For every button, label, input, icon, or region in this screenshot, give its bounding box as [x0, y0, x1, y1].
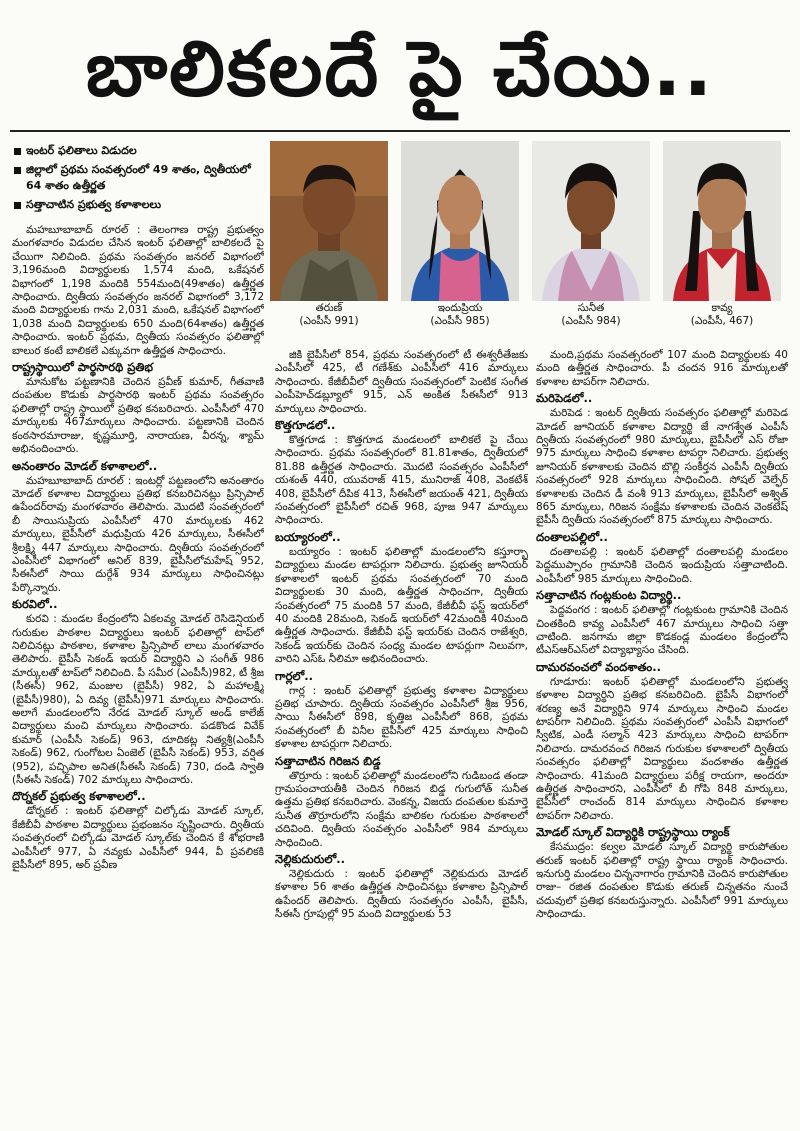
caption-name: కావ్య [711, 302, 733, 314]
paragraph: కేసముద్రం: కల్వల మోడల్ స్కూల్ విద్యార్థి కారుపోతుల తరుణ్ ఇంటర్ ఫలితాల్లో రాష్ట్ర స్థాయి ర్యాంక్ సాధించారు. ఇనుగుర్తి మండలం చిన్ననాగారం గ్రామానికి చెందిన కారుపోతుల రాజు– రజిత దంపతుల కొడుకు తరుణ్ చిన్నతనం నుంచే చదువులో ప్రతిభ కనబరుస్తున్నారు. ఎంపీసీలో 991 మార్కులు సాధించాడు. [536, 841, 788, 921]
paragraph: గూడూరు: ఇంటర్ ఫలితాల్లో మండలంలోని ప్రభుత్వ కళాశాల విద్యార్థిని ప్రతిభ కనబరిచింది. బైపీసీ విభాగంలో శరణ్య అనే విద్యార్థిని 974 మార్కులు సాధించి మండల టాపర్‌గా నిలిచింది. ప్రథమ సంవత్సరంలో ఎంపీసీ విభాగంలో స్వీటిక, ఎండీ సల్మాన్ 423 మార్కులు సాధించి టాపర్‌గా నిలిచారు. దామరవంచ గిరిజన గురుకుల కళాశాలలో ద్వితీయ సంవత్సరం ఫలితాల్లో విద్యార్థులు వందశాతం ఉత్తీర్ణత సాధించారు. 41మంది విద్యార్థులు పరీక్ష రాయగా, అందరూ ఉత్తీర్ణత సాధించారని, ఎంపీసీలో బీ గోపి 848 మార్కులు, బైపీసీలో రాంచంద్ 814 మార్కులు సాధించిన కళాశాల టాపర్‌గా నిలిచారు. [536, 675, 788, 822]
subheading: కురవిలో.. [12, 597, 58, 612]
paragraph: మహబూబాబాద్ రూరల్ : తెలంగాణ రాష్ట్ర ప్రభుత్వం మంగళవారం విడుదల చేసిన ఇంటర్ ఫలితాల్లో బాలికలదే పై చేయిగా నిలిచింది. ప్రథమ సంవత్సరం జనరల్ విభాగంలో 3,196మంది విద్యార్థులకు 1,574 మంది, ఒకేషనల్ విభాగంలో 1,198 మందికి 554మంది(49శాతం) ఉత్తీర్ణత సాధించారు. ద్వితీయ సంవత్సరం జనరల్ విభాగంలో 3,172 మంది విద్యార్థులకు గాను 2,031 మంది, ఒకేషనల్ విభాగంలో 1,038 మంది విద్యార్థులకు 650 మంది(64శాతం) ఉత్తీర్ణత సాధించారు. ఇంటర్ ప్రథమ, ద్వితీయ సంవత్సరం ఫలితాల్లో బాలుర కంటే బాలికలే ఎక్కువగా ఉత్తీర్ణత సాధించారు. [12, 224, 264, 357]
article-column-1 [12, 224, 264, 1124]
photo-tarun-image [270, 141, 388, 301]
article-column-3 [536, 349, 788, 1124]
paragraph: డోర్నకల్ : ఇంటర్ ఫలితాల్లో చిల్కోడు మోడల్ స్కూల్, కేజీబీవీ పాఠశాల విద్యార్థులు ప్రభంజనం సృష్టించారు. ద్వితీయ సంవత్సరంలో చిల్కోడు మోడల్ స్కూల్‌కు చెందిన కే శోభరాణి ఎంపీసీలో 977, ఏ నవ్యకు ఎంపీసీలో 944, వీ ప్రవలికకి బైపీసీలో 895, అర్ ప్రవీణ [12, 805, 264, 872]
caption-name: ఇందుప్రియ [437, 302, 483, 314]
student-photo-tarun [270, 141, 388, 301]
paragraph: మహబూబాబాద్ రూరల్ : ఇంటర్లో పట్టణంలోని అనంతారం మోడల్ కళాశాల విద్యార్థులు ప్రతిభ కనబరిచినట్లు ప్రిన్సిపాల్ ఉపేందర్‌రావు మంగళవారం తెలిపారు. మొదటి సంవత్సరంలో బీ సాయిసుప్రియ ఎంపీసీలో 470 మార్కులకు 462 మార్కులు, బైపీసీలో మధుప్రియ 426 మార్కులు, సీఈసీలో శ్రీలక్ష్మి 447 మార్కులు సాధించారు. ద్వితీయ సంవత్సరంలో ఎంపీసీలో విభాగంలో అనిల్ 839, బైపీసీలోమహేష్ 952, సీఈసీలో సాయి దుర్గేశ్ 934 మార్కులు సాధించినట్లు పేర్కొన్నారు. [12, 474, 264, 594]
student-photo-kavya [663, 141, 781, 301]
caption-score: (ఎంపీసీ 991) [299, 315, 359, 327]
paragraph: గార్ల : ఇంటర్ ఫలితాల్లో ప్రభుత్వ కళాశాల విద్యార్థులు ప్రతిభ చూపారు. ద్వితీయ సంవత్సరం ఎంపీసీలో శ్రీజ 956, సాయి సీఈసీలో 898, కృత్తిజ ఎంపీసీలో 868, ప్రథమ సంవత్సరంలో బీ వినీల బైపీసీలో 425 మార్కులు సాధించి కళాశాల టాపర్లుగా నిలిచారు. [275, 684, 528, 751]
subheading: కొత్తగూడలో.. [275, 418, 336, 433]
photo-induprya-image [401, 141, 519, 301]
caption-induprya [395, 302, 525, 328]
subheading: సత్తాచాటిన గిరిజన బిడ్డ [275, 753, 381, 768]
bullet-item: ఇంటర్ ఫలితాలు విడుదల [12, 143, 264, 159]
caption-score: (ఎంపీసీ, 467) [690, 315, 754, 327]
paragraph: నెల్లికుదురు : ఇంటర్ ఫలితాల్లో నెల్లికుదురు మోడల్ కళాశాల 56 శాతం ఉత్తీర్ణత సాధించినట్లు కళాశాల ప్రిన్సిపాల్ ఉపేందర్ తెలిపారు. ద్వితీయ సంవత్సరం ఎంపీసీ, బైపీసీ, సీఈసీ గ్రూపుల్లో 95 మంది విద్యార్థులకు 53 [275, 868, 528, 921]
subheading: బయ్యారంలో.. [275, 529, 341, 544]
bullet-item: సత్తాచాటిన ప్రభుత్వ కళాశాలలు [12, 197, 264, 213]
student-photo-induprya [401, 141, 519, 301]
paragraph: మానుకోట పట్టణానికి చెందిన ప్రవీణ్ కుమార్, గీతవాణి దంపతుల కొడుకు పార్థసారథి ఇంటర్ ప్రథమ సంవత్సరం ఫలితాల్లో రాష్ట్ర స్థాయిలో ప్రతిభ కనబరిచారు. ఎంపీసీలో 470 మార్కులకు 467మార్కులు సాధించారు. పట్టణానికి చెందిన కంఠసారమారాజు, కృష్ణమూర్తి, నారాయణ, వీరన్న, శ్యామ్ అభినందించారు. [12, 376, 264, 456]
photo-sunitha-image [532, 141, 650, 301]
caption-name: సునీత [577, 302, 605, 314]
caption-kavya [657, 302, 787, 328]
subheading: దామరవంచలో వందశాతం.. [536, 659, 661, 674]
article-column-2 [275, 349, 528, 1124]
subheading: నెల్లికుదురులో.. [275, 852, 345, 866]
caption-tarun [264, 302, 394, 328]
photo-kavya-image [663, 141, 781, 301]
student-photo-strip [270, 141, 788, 341]
subheading: సత్తాచాటిన గంట్లకుంట విద్యార్థి.. [536, 588, 682, 603]
paragraph: మరిపెడ : ఇంటర్ ద్వితీయ సంవత్సరం ఫలితాల్లో మరిపెడ మోడల్ జూనియర్ కళాశాల విద్యార్థి జే నాగశ్వేత ఎంపీసీ ద్వితీయ సంవత్సరంలో 980 మార్కులు, బైపీసీలో ఎస్ రోజా 975 మార్కులు సాధించి కళాశాల టాపర్గా నిలిచారు. ప్రభుత్వ జూనియర్ కళాశాలకు చెందిన బొల్లి సంకీర్తన ఎంపీసీ ద్వితీయ సంవత్సరంలో 928 మార్కులు సాధించింది. సోషల్ వెల్ఫేర్ కళాశాలకు చెందిన డీ వంశీ 913 మార్కులు, బైపీసీలో అశ్విత్ 865 మార్కులు, గిరిజన సంక్షేమ కళాశాలకు చెందిన వెంకటేష్ బైపీసీ ద్వితీయ సంవత్సరంలో 875 మార్కులు సాధించారు. [536, 407, 788, 527]
paragraph: కొత్తగూడ : కొత్తగూడ మండలంలో బాలికలే పై చేయి సాధించారు. ప్రథమ సంవత్సరంలో 81.81శాతం, ద్వితీయలో 81.88 ఉత్తీర్ణత సాధించారు. మొదటి సంవత్సరం ఎంపీసీలో యశంత్ 440, యువరాజ్ 415, మునిరాజ్ 408, వెంకటేశ్ 408, బైపీసీలో దీపిక 413, సీఈసీలో జయంత్ 421, ద్వితీయ సంవత్సరంలో బైపీసీలో రచిత్ 968, పూజ 947 మార్కులు సాధించారు. [275, 434, 528, 527]
caption-name: తరుణ్ [315, 302, 343, 314]
paragraph: కురవి : మండల కేంద్రంలోని ఏకలవ్య మోడల్ రెసిడెన్షియల్ గురుకుల పాఠశాల విద్యార్థులు ఇంటర్ ఫలితాల్లో టాప్‌లో నిలిచినట్లు పాఠశాల, కళాశాల ప్రిన్సిపాల్ లాలు మంగళవారం తెలిపారు. బైపీసీ సెకండ్ ఇయర్ విద్యార్థిని ఎ సంగీత్ 986 మార్కులతో టాప్‌లో నిలిచింది. పీ సమీర (ఎంపీసీ)982, టీ శ్రీజ (సీఈసీ) 962, మంజుల (బైపీసీ) 982, ఏ మహాలక్ష్మి (బైపీసీ)980), ఏ దివ్య (బైపీసీ)971 మార్కులు సాధించారు. అలాగే మండలంలోని నేరడ మోడల్ స్కూల్ అండ్ కాలేజ్ విద్యార్థులు మంచి మార్కులు సాధించారు. పడకొండ వివేక్ కుమార్ (ఎంపీసీ సెకండ్) 963, దూదికట్ల నిత్యశ్రీ(ఎంపీసీ సెకండ్) 962, గుంగోటల ఏంజెల్ (బైపీసీ సెకండ్) 953, వర్షిత (952), పచ్చిపాల అనిత(సీఈసీ సెకండ్) 730, దండి స్వాతి (సీఈసీ సెకండ్) 702 మార్కులు సాధించారు. [12, 613, 264, 787]
subheading: రాష్ట్రస్థాయిలో పార్థసారథి ప్రతిభ [12, 360, 154, 375]
subheading: గార్లలో.. [275, 668, 313, 683]
caption-sunitha [526, 302, 656, 328]
headline: బాలికలదే పై చేయి.. [85, 24, 715, 113]
caption-score: (ఎంపీసీ 985) [430, 315, 490, 327]
paragraph: తొర్రూరు : ఇంటర్ ఫలితాల్లో మండలంలోని గుడిబండ తండా గ్రామపంచాయతీకి చెందిన గిరిజన బిడ్డ గుగులోత్ సునీత ఉత్తమ ప్రతిభ కనబరిచారు. వెంకన్న, విజయ దంపతుల కుమార్తె సునీత తొర్రూరులోని సంక్షేమ బాలికల గురుకుల పాఠశాలలో చదివింది. ద్వితీయ సంవత్సరం ఎంపీసీలో 984 మార్కులు సాధించింది. [275, 769, 528, 849]
subheading: దొర్నకల్ ప్రభుత్వ కళాశాలలో.. [12, 789, 146, 804]
subheading: అనంతారం మోడల్ కళాశాలలో.. [12, 458, 158, 473]
paragraph: జికి బైపీసీలో 854, ప్రథమ సంవత్సరంలో టీ ఈశ్వరీతేజకు ఎంపీసీలో 425, టీ గణేశ్‌కు ఎంపీసీలో 416 మార్కులు సాధించారు. కేజీబీవీలో ద్వితీయ సంవత్సరంలో పెంటిక సంగీత ఎంపీహెచ్‌డబ్ల్యూలో 915, ఎన్ అంకిత సీఈసీలో 913 మార్కులు సాధించారు. [275, 349, 528, 415]
bullet-item: జిల్లాలో ప్రథమ సంవత్సరంలో 49 శాతం, ద్వితీయలో 64 శాతం ఉత్తీర్ణత [12, 162, 264, 194]
headline-rule [10, 130, 790, 132]
paragraph: మంది,ప్రథమ సంవత్సరంలో 107 మంది విద్యార్థులకు 40 మంది ఉత్తీర్ణత సాధించారు. పీ చందన 916 మార్కులతో కళాశాల టాపర్‌గా నిలిచారు. [536, 349, 788, 388]
paragraph: దంతాలపల్లి : ఇంటర్ ఫలితాల్లో దంతాలపల్లి మండలం పెద్దముప్పారం గ్రామానికి చెందిన ఇందుప్రియ సత్తాచాటింది. ఎంపీసీలో 985 మార్కులు సాధించింది. [536, 545, 788, 585]
caption-score: (ఎంపీసీ 984) [561, 315, 621, 327]
paragraph: బయ్యారం : ఇంటర్ ఫలితాల్లో మండలంలోని కస్తూర్బా విద్యార్థులు మండల టాపర్లుగా నిలిచారు. ప్రభుత్వ జూనియర్ కళాశాలలో ఇంటర్ ప్రథమ సంవత్సరంలో 70 మంది విద్యార్థులకు 30 మంది, ఉత్తీర్ణత సాధించగా, ద్వితీయ సంవత్సరంలో 75 మందికి 57 మంది, కేజీబీవీ ఫస్ట్ ఇయర్‌లో 40 మందికి 28మంది, సెకండ్ ఇయర్‌లో 42మందికి 40మంది ఉత్తీర్ణత సాధించారు. కేజీబీవీ ఫస్ట్ ఇయర్‌కు చెందిన రాజేశ్వరి, సెకండ్ ఇయర్‌కు చెందిన సంధ్య మండల టాపర్లుగా నిలువగా, వారిని ఎస్‌ఓ నీలిమా అభినందించారు. [275, 545, 528, 666]
subheading: మరిపెడలో.. [536, 391, 593, 406]
subheading: దంతాలపల్లిలో.. [536, 529, 608, 544]
subheading: మోడల్ స్కూల్ విద్యార్థికి రాష్ట్రస్థాయి ర్యాంక్ [536, 825, 730, 840]
highlight-bullets [12, 143, 264, 216]
paragraph: పెద్దవంగర : ఇంటర్ ఫలితాల్లో గంట్లకుంట గ్రామానికి చెందిన చింతకింది కావ్య ఎంపీసీలో 467 మార్కులు సాధించి సత్తా చాటింది. జనగామ జిల్లా కొడకండ్ల మండలం కేంద్రంలోని టీఎస్‌ఆర్‌ఎస్‌లో విద్యాభ్యాసం చేసింది. [536, 604, 788, 657]
student-photo-sunitha [532, 141, 650, 301]
